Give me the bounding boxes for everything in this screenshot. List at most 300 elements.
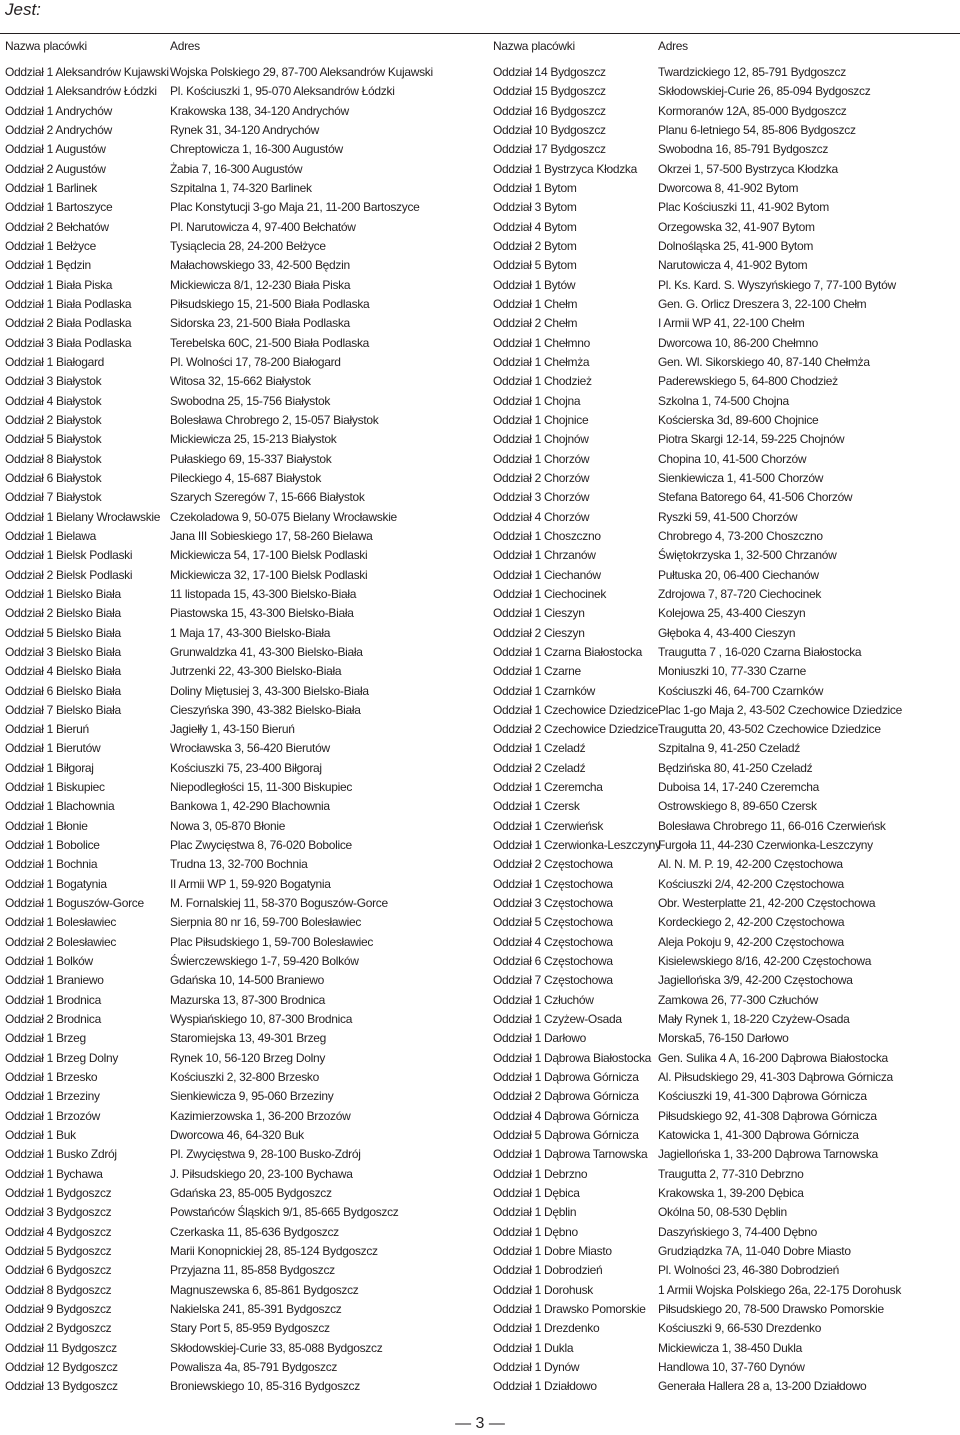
- table-row: [5, 604, 475, 623]
- branch-address: Trudna 13, 32-700 Bochnia: [170, 857, 308, 872]
- branch-address: Pl. Ks. Kard. S. Wyszyńskiego 7, 77-100 Bytów: [658, 277, 896, 292]
- table-row: [5, 682, 475, 701]
- branch-address: Kościuszki 75, 23-400 Biłgoraj: [170, 760, 322, 775]
- table-row: [493, 276, 960, 295]
- column-header-address: Adres: [170, 39, 200, 53]
- branch-name: Oddział 4 Częstochowa: [493, 934, 613, 949]
- branch-address: Świerczewskiego 1-7, 59-420 Bolków: [170, 954, 359, 969]
- branch-name: Oddział 1 Częstochowa: [493, 876, 613, 891]
- table-row: [493, 682, 960, 701]
- branch-address: Piłsudskiego 20, 78-500 Drawsko Pomorskie: [658, 1302, 884, 1316]
- table-row: [493, 855, 960, 874]
- branch-address: Krakowska 1, 39-200 Dębica: [658, 1186, 804, 1201]
- branch-name: Oddział 4 Bytom: [493, 219, 577, 234]
- branch-address: Nakielska 241, 85-391 Bydgoszcz: [170, 1302, 342, 1316]
- branch-name: Oddział 1 Brodnica: [5, 992, 101, 1007]
- table-row: [5, 198, 475, 217]
- branch-address: Moniuszki 10, 77-330 Czarne: [658, 664, 806, 679]
- branch-address: Kościuszki 19, 41-300 Dąbrowa Górnicza: [658, 1089, 867, 1104]
- branch-address: Kościuszki 2, 32-800 Brzesko: [170, 1070, 320, 1085]
- branch-name: Oddział 1 Dąbrowa Tarnowska: [493, 1147, 648, 1162]
- left-column: [5, 37, 475, 1397]
- branch-name: Oddział 1 Buk: [5, 1128, 76, 1143]
- branch-address: Powstańców Śląskich 9/1, 85-665 Bydgoszcz: [170, 1205, 399, 1220]
- branch-address: Skłodowskiej-Curie 33, 85-088 Bydgoszcz: [170, 1340, 383, 1355]
- branch-name: Oddział 1 Barlinek: [5, 180, 97, 195]
- branch-name: Oddział 4 Chorzów: [493, 509, 590, 524]
- branch-name: Oddział 1 Bielawa: [5, 528, 96, 543]
- table-row: [493, 991, 960, 1010]
- table-row: [493, 643, 960, 662]
- table-row: [5, 894, 475, 913]
- branch-name: Oddział 1 Błonie: [5, 818, 88, 833]
- table-row: [5, 1281, 475, 1300]
- table-row: [493, 411, 960, 430]
- table-row: [493, 817, 960, 836]
- top-divider: [0, 33, 960, 34]
- branch-address: 1 Armii Wojska Polskiego 26a, 22-175 Dorohusk: [658, 1282, 902, 1297]
- branch-address: Marii Konopnickiej 28, 85-124 Bydgoszcz: [170, 1244, 378, 1259]
- table-row: [5, 140, 475, 159]
- branch-address: Małachowskiego 33, 42-500 Będzin: [170, 258, 350, 273]
- branch-address: Kormoranów 12A, 85-000 Bydgoszcz: [658, 103, 847, 118]
- branch-name: Oddział 7 Częstochowa: [493, 973, 613, 988]
- branch-address: Dworcowa 10, 86-200 Chełmno: [658, 335, 818, 350]
- branch-name: Oddział 3 Częstochowa: [493, 896, 613, 911]
- table-body: [5, 63, 475, 1397]
- table-row: [5, 991, 475, 1010]
- branch-address: Gen. Sulika 4 A, 16-200 Dąbrowa Białostocka: [658, 1050, 888, 1065]
- table-row: [493, 778, 960, 797]
- table-row: [5, 1319, 475, 1338]
- branch-address: Jana III Sobieskiego 17, 58-260 Bielawa: [170, 528, 373, 543]
- table-row: [493, 1300, 960, 1319]
- branch-name: Oddział 1 Będzin: [5, 258, 91, 273]
- table-row: [493, 82, 960, 101]
- branch-address: Mickiewicza 54, 17-100 Bielsk Podlaski: [170, 548, 368, 563]
- branch-address: Kościuszki 46, 64-700 Czarnków: [658, 683, 824, 698]
- branch-name: Oddział 1 Biała Podlaska: [5, 296, 132, 311]
- branch-name: Oddział 1 Dobre Miasto: [493, 1244, 612, 1259]
- table-row: [493, 952, 960, 971]
- table-row: [5, 778, 475, 797]
- branch-address: Traugutta 2, 77-310 Debrzno: [658, 1166, 804, 1181]
- branch-address: Gdańska 23, 85-005 Bydgoszcz: [170, 1186, 332, 1201]
- branch-address: Pl. Narutowicza 4, 97-400 Bełchatów: [170, 219, 356, 234]
- branch-address: Piastowska 15, 43-300 Bielsko-Biała: [170, 606, 354, 621]
- branch-name: Oddział 2 Bielsk Podlaski: [5, 567, 133, 582]
- branch-name: Oddział 1 Brzesko: [5, 1070, 98, 1085]
- branch-address: Kazimierzowska 1, 36-200 Brzozów: [170, 1108, 351, 1123]
- branch-address: Sierpnia 80 nr 16, 59-700 Bolesławiec: [170, 915, 362, 930]
- table-row: [5, 469, 475, 488]
- branch-name: Oddział 16 Bydgoszcz: [493, 103, 606, 118]
- branch-address: J. Piłsudskiego 20, 23-100 Bychawa: [170, 1166, 353, 1181]
- branch-name: Oddział 1 Dukla: [493, 1340, 574, 1355]
- table-row: [493, 662, 960, 681]
- branch-address: Sidorska 23, 21-500 Biała Podlaska: [170, 316, 350, 331]
- table-row: [5, 508, 475, 527]
- branch-address: Sienkiewicza 9, 95-060 Brzeziny: [170, 1089, 334, 1104]
- branch-name: Oddział 1 Dobrodzień: [493, 1263, 603, 1278]
- table-row: [493, 1145, 960, 1164]
- table-row: [5, 913, 475, 932]
- table-row: [5, 566, 475, 585]
- branch-name: Oddział 5 Bielsko Biała: [5, 625, 121, 640]
- branch-name: Oddział 1 Biskupiec: [5, 780, 105, 795]
- table-row: [5, 662, 475, 681]
- table-row: [5, 1068, 475, 1087]
- branch-name: Oddział 1 Drawsko Pomorskie: [493, 1302, 646, 1316]
- table-row: [5, 353, 475, 372]
- branch-name: Oddział 2 Czeladź: [493, 760, 586, 775]
- branch-name: Oddział 7 Bielsko Biała: [5, 702, 121, 717]
- branch-name: Oddział 3 Bydgoszcz: [5, 1205, 112, 1220]
- column-header-address: Adres: [658, 39, 688, 53]
- branch-name: Oddział 1 Dęblin: [493, 1205, 577, 1220]
- branch-address: Mickiewicza 32, 17-100 Bielsk Podlaski: [170, 567, 368, 582]
- branch-address: Piłsudskiego 92, 41-308 Dąbrowa Górnicza: [658, 1108, 877, 1123]
- table-row: [493, 256, 960, 275]
- branch-address: Grudziądzka 7A, 11-040 Dobre Miasto: [658, 1244, 851, 1259]
- branch-name: Oddział 3 Białystok: [5, 374, 102, 389]
- branch-address: Grunwaldzka 41, 43-300 Bielsko-Biała: [170, 644, 363, 659]
- branch-address: Pl. Kościuszki 1, 95-070 Aleksandrów Łódzki: [170, 84, 395, 99]
- branch-address: Broniewskiego 10, 85-316 Bydgoszcz: [170, 1379, 360, 1394]
- table-row: [493, 1010, 960, 1029]
- table-row: [5, 720, 475, 739]
- table-row: [5, 237, 475, 256]
- table-row: [5, 1184, 475, 1203]
- branch-name: Oddział 2 Częstochowa: [493, 857, 613, 872]
- branch-address: Stefana Batorego 64, 41-506 Chorzów: [658, 490, 853, 505]
- branch-name: Oddział 1 Braniewo: [5, 973, 104, 988]
- table-row: [5, 759, 475, 778]
- branch-address: Będzińska 80, 41-250 Czeladź: [658, 760, 813, 775]
- branch-address: Ostrowskiego 8, 89-650 Czersk: [658, 799, 817, 814]
- branch-name: Oddział 1 Czeladź: [493, 741, 586, 756]
- table-row: [493, 566, 960, 585]
- branch-address: Pułtuska 20, 06-400 Ciechanów: [658, 567, 819, 582]
- branch-name: Oddział 1 Bartoszyce: [5, 200, 113, 215]
- branch-address: I Armii WP 41, 22-100 Chełm: [658, 316, 805, 331]
- branch-name: Oddział 1 Bystrzyca Kłodzka: [493, 161, 637, 176]
- table-row: [493, 1107, 960, 1126]
- table-row: [493, 1339, 960, 1358]
- table-row: [493, 913, 960, 932]
- branch-address: Zdrojowa 7, 87-720 Ciechocinek: [658, 586, 822, 601]
- branch-address: Katowicka 1, 41-300 Dąbrowa Górnicza: [658, 1128, 859, 1143]
- table-row: [493, 334, 960, 353]
- table-row: [493, 63, 960, 82]
- table-row: [493, 469, 960, 488]
- branch-name: Oddział 1 Dębica: [493, 1186, 580, 1201]
- branch-name: Oddział 1 Bolków: [5, 954, 93, 969]
- branch-name: Oddział 5 Częstochowa: [493, 915, 613, 930]
- table-row: [493, 1203, 960, 1222]
- branch-name: Oddział 3 Bytom: [493, 200, 577, 215]
- branch-name: Oddział 1 Chełmno: [493, 335, 590, 350]
- table-row: [5, 624, 475, 643]
- table-row: [493, 314, 960, 333]
- branch-address: Świętokrzyska 1, 32-500 Chrzanów: [658, 548, 837, 563]
- branch-address: Narutowicza 4, 41-902 Bytom: [658, 258, 808, 273]
- branch-address: Obr. Westerplatte 21, 42-200 Częstochowa: [658, 896, 876, 911]
- table-row: [493, 624, 960, 643]
- table-row: [5, 1107, 475, 1126]
- branch-address: Skłodowskiej-Curie 26, 85-094 Bydgoszcz: [658, 84, 871, 99]
- branch-address: Mazurska 13, 87-300 Brodnica: [170, 992, 326, 1007]
- branch-name: Oddział 1 Aleksandrów Łódzki: [5, 84, 157, 99]
- table-row: [5, 1339, 475, 1358]
- branch-name: Oddział 1 Czarne: [493, 664, 581, 679]
- table-row: [493, 604, 960, 623]
- table-row: [493, 739, 960, 758]
- branch-address: Duboisa 14, 17-240 Czeremcha: [658, 780, 820, 795]
- branch-name: Oddział 7 Białystok: [5, 490, 102, 505]
- branch-address: II Armii WP 1, 59-920 Bogatynia: [170, 876, 331, 891]
- page-number: — 3 —: [455, 1415, 505, 1432]
- branch-name: Oddział 1 Biłgoraj: [5, 760, 94, 775]
- table-row: [5, 1377, 475, 1396]
- branch-name: Oddział 1 Czarnków: [493, 683, 595, 698]
- branch-address: Mały Rynek 1, 18-220 Czyżew-Osada: [658, 1012, 850, 1027]
- branch-address: M. Fornalskiej 11, 58-370 Boguszów-Gorce: [170, 896, 388, 911]
- branch-address: Planu 6-letniego 54, 85-806 Bydgoszcz: [658, 122, 856, 137]
- branch-address: Szarych Szeregów 7, 15-666 Białystok: [170, 490, 365, 505]
- table-row: [493, 1223, 960, 1242]
- branch-name: Oddział 1 Debrzno: [493, 1166, 588, 1181]
- branch-address: Pl. Wolności 23, 46-380 Dobrodzień: [658, 1263, 840, 1278]
- table-row: [5, 1126, 475, 1145]
- branch-name: Oddział 1 Brzeg Dolny: [5, 1050, 119, 1065]
- branch-name: Oddział 1 Działdowo: [493, 1379, 597, 1394]
- branch-address: Szpitalna 9, 41-250 Czeladź: [658, 741, 800, 756]
- table-row: [5, 276, 475, 295]
- table-row: [5, 1010, 475, 1029]
- table-row: [493, 1126, 960, 1145]
- table-header: [493, 37, 960, 56]
- table-row: [493, 140, 960, 159]
- branch-name: Oddział 1 Czarna Białostocka: [493, 644, 643, 659]
- table-row: [493, 720, 960, 739]
- table-row: [5, 430, 475, 449]
- branch-name: Oddział 6 Bielsko Biała: [5, 683, 121, 698]
- branch-name: Oddział 1 Czerwieńsk: [493, 818, 604, 833]
- branch-address: Chreptowicza 1, 16-300 Augustów: [170, 142, 343, 157]
- table-row: [493, 1358, 960, 1377]
- table-row: [5, 1165, 475, 1184]
- branch-name: Oddział 4 Dąbrowa Górnicza: [493, 1108, 639, 1123]
- branch-address: Jagiellońska 1, 33-200 Dąbrowa Tarnowska: [658, 1147, 878, 1162]
- branch-name: Oddział 1 Czersk: [493, 799, 580, 814]
- branch-address: Dworcowa 8, 41-902 Bytom: [658, 180, 799, 195]
- table-row: [5, 256, 475, 275]
- table-row: [5, 102, 475, 121]
- branch-name: Oddział 1 Drezdenko: [493, 1321, 600, 1336]
- branch-name: Oddział 2 Bełchatów: [5, 219, 109, 234]
- branch-address: Bankowa 1, 42-290 Blachownia: [170, 799, 330, 814]
- table-row: [5, 643, 475, 662]
- branch-address: Rynek 10, 56-120 Brzeg Dolny: [170, 1050, 326, 1065]
- branch-name: Oddział 1 Andrychów: [5, 103, 113, 118]
- branch-address: Generała Hallera 28 a, 13-200 Działdowo: [658, 1379, 867, 1394]
- branch-address: Gen. Wl. Sikorskiego 40, 87-140 Chełmża: [658, 354, 870, 369]
- branch-address: Pileckiego 4, 15-687 Białystok: [170, 470, 322, 485]
- table-row: [493, 508, 960, 527]
- branch-address: Gdańska 10, 14-500 Braniewo: [170, 973, 325, 988]
- branch-address: Plac Zwycięstwa 8, 76-020 Bobolice: [170, 838, 352, 853]
- branch-name: Oddział 1 Białogard: [5, 354, 105, 369]
- right-column: [493, 37, 960, 1397]
- branch-address: Pl. Zwycięstwa 9, 28-100 Busko-Zdrój: [170, 1147, 361, 1162]
- branch-address: Wrocławska 3, 56-420 Bierutów: [170, 741, 330, 756]
- branch-address: Dolnośląska 25, 41-900 Bytom: [658, 238, 814, 253]
- table-row: [5, 1087, 475, 1106]
- branch-name: Oddział 1 Cieszyn: [493, 606, 585, 621]
- table-row: [5, 334, 475, 353]
- branch-name: Oddział 1 Bychawa: [5, 1166, 103, 1181]
- branch-name: Oddział 1 Chełmża: [493, 354, 590, 369]
- table-row: [493, 121, 960, 140]
- table-row: [5, 179, 475, 198]
- branch-name: Oddział 1 Bielsko Biała: [5, 586, 121, 601]
- branch-name: Oddział 9 Bydgoszcz: [5, 1302, 112, 1316]
- branch-address: Traugutta 7 , 16-020 Czarna Białostocka: [658, 644, 862, 659]
- branch-name: Oddział 6 Bydgoszcz: [5, 1263, 112, 1278]
- branch-name: Oddział 1 Biała Piska: [5, 277, 113, 292]
- table-row: [5, 817, 475, 836]
- branch-name: Oddział 1 Chojna: [493, 393, 581, 408]
- branch-address: 1 Maja 17, 43-300 Bielsko-Biała: [170, 625, 331, 640]
- branch-name: Oddział 2 Czechowice Dziedzice: [493, 722, 659, 737]
- column-header-name: Nazwa placówki: [5, 39, 87, 53]
- branch-address: Swobodna 16, 85-791 Bydgoszcz: [658, 142, 829, 157]
- table-row: [493, 237, 960, 256]
- column-header-name: Nazwa placówki: [493, 39, 575, 53]
- table-row: [5, 488, 475, 507]
- branch-address: Okólna 50, 08-530 Dęblin: [658, 1205, 787, 1220]
- table-row: [5, 1223, 475, 1242]
- branch-address: Stary Port 5, 85-959 Bydgoszcz: [170, 1321, 330, 1336]
- branch-address: Paderewskiego 5, 64-800 Chodzież: [658, 374, 838, 389]
- branch-name: Oddział 1 Czeremcha: [493, 780, 603, 795]
- branch-address: Staromiejska 13, 49-301 Brzeg: [170, 1031, 327, 1046]
- branch-name: Oddział 1 Ciechocinek: [493, 586, 607, 601]
- branch-address: Chopina 10, 41-500 Chorzów: [658, 451, 807, 466]
- table-row: [5, 1203, 475, 1222]
- table-row: [5, 875, 475, 894]
- table-row: [493, 295, 960, 314]
- branch-address: Tysiąclecia 28, 24-200 Bełżyce: [170, 238, 326, 253]
- table-row: [5, 450, 475, 469]
- branch-address: Jagiellońska 3/9, 42-200 Częstochowa: [658, 973, 853, 988]
- table-row: [5, 63, 475, 82]
- table-row: [5, 121, 475, 140]
- table-row: [5, 701, 475, 720]
- table-header: [5, 37, 475, 56]
- table-row: [493, 759, 960, 778]
- branch-name: Oddział 4 Bielsko Biała: [5, 664, 121, 679]
- branch-address: Kościuszki 9, 66-530 Drezdenko: [658, 1321, 822, 1336]
- branch-address: Twardzickiego 12, 85-791 Bydgoszcz: [658, 65, 846, 79]
- table-row: [5, 1261, 475, 1280]
- table-row: [493, 971, 960, 990]
- branch-name: Oddział 2 Chełm: [493, 316, 578, 331]
- branch-name: Oddział 2 Biała Podlaska: [5, 316, 132, 331]
- branch-name: Oddział 1 Bytom: [493, 180, 577, 195]
- table-row: [493, 1087, 960, 1106]
- table-row: [493, 450, 960, 469]
- table-row: [5, 218, 475, 237]
- branch-address: Kościerska 3d, 89-600 Chojnice: [658, 412, 819, 427]
- branch-name: Oddział 2 Bolesławiec: [5, 934, 117, 949]
- table-row: [493, 392, 960, 411]
- branch-name: Oddział 1 Chrzanów: [493, 548, 596, 563]
- branch-address: Handlowa 10, 37-760 Dynów: [658, 1359, 805, 1374]
- branch-name: Oddział 1 Dębno: [493, 1224, 578, 1239]
- branch-name: Oddział 6 Częstochowa: [493, 954, 613, 969]
- branch-address: Doliny Miętusiej 3, 43-300 Bielsko-Biała: [170, 683, 369, 698]
- branch-name: Oddział 2 Andrychów: [5, 122, 113, 137]
- branch-address: Głęboka 4, 43-400 Cieszyn: [658, 625, 796, 640]
- branch-address: Furgoła 11, 44-230 Czerwionka-Leszczyny: [658, 838, 873, 853]
- table-row: [493, 218, 960, 237]
- table-row: [5, 1049, 475, 1068]
- table-row: [5, 372, 475, 391]
- branch-name: Oddział 1 Busko Zdrój: [5, 1147, 117, 1162]
- table-body: [493, 63, 960, 1397]
- branch-name: Oddział 2 Bydgoszcz: [5, 1321, 112, 1336]
- branch-name: Oddział 1 Darłowo: [493, 1031, 586, 1046]
- table-row: [493, 1029, 960, 1048]
- table-row: [5, 160, 475, 179]
- branch-name: Oddział 1 Brzozów: [5, 1108, 100, 1123]
- branch-address: Mickiewicza 1, 38-450 Dukla: [658, 1340, 802, 1355]
- branch-name: Oddział 1 Dąbrowa Górnicza: [493, 1070, 639, 1085]
- branch-address: Jutrzenki 22, 43-300 Bielsko-Biała: [170, 664, 342, 679]
- branch-name: Oddział 1 Blachownia: [5, 799, 115, 814]
- branch-name: Oddział 1 Aleksandrów Kujawski: [5, 65, 169, 79]
- table-row: [493, 1319, 960, 1338]
- branch-name: Oddział 1 Boguszów-Gorce: [5, 896, 144, 911]
- branch-address: Plac Kościuszki 11, 41-902 Bytom: [658, 200, 829, 215]
- branch-name: Oddział 13 Bydgoszcz: [5, 1379, 118, 1394]
- table-row: [493, 372, 960, 391]
- table-row: [493, 1242, 960, 1261]
- branch-address: Żabia 7, 16-300 Augustów: [170, 161, 303, 176]
- table-row: [5, 739, 475, 758]
- table-row: [493, 353, 960, 372]
- branch-address: Rynek 31, 34-120 Andrychów: [170, 122, 319, 137]
- table-row: [493, 546, 960, 565]
- table-row: [5, 527, 475, 546]
- branch-name: Oddział 1 Dynów: [493, 1359, 580, 1374]
- branch-name: Oddział 1 Bielsk Podlaski: [5, 548, 133, 563]
- table-row: [5, 1029, 475, 1048]
- branch-name: Oddział 1 Chełm: [493, 296, 578, 311]
- branch-name: Oddział 2 Augustów: [5, 161, 106, 176]
- branch-name: Oddział 10 Bydgoszcz: [493, 122, 606, 137]
- branch-name: Oddział 1 Ciechanów: [493, 567, 601, 582]
- branch-address: Wyspiańskiego 10, 87-300 Brodnica: [170, 1012, 353, 1027]
- branch-name: Oddział 2 Bielsko Biała: [5, 606, 121, 621]
- table-row: [493, 179, 960, 198]
- table-row: [5, 933, 475, 952]
- branch-name: Oddział 1 Bełżyce: [5, 238, 96, 253]
- table-row: [493, 1165, 960, 1184]
- branch-address: Bolesława Chrobrego 11, 66-016 Czerwieńsk: [658, 818, 886, 833]
